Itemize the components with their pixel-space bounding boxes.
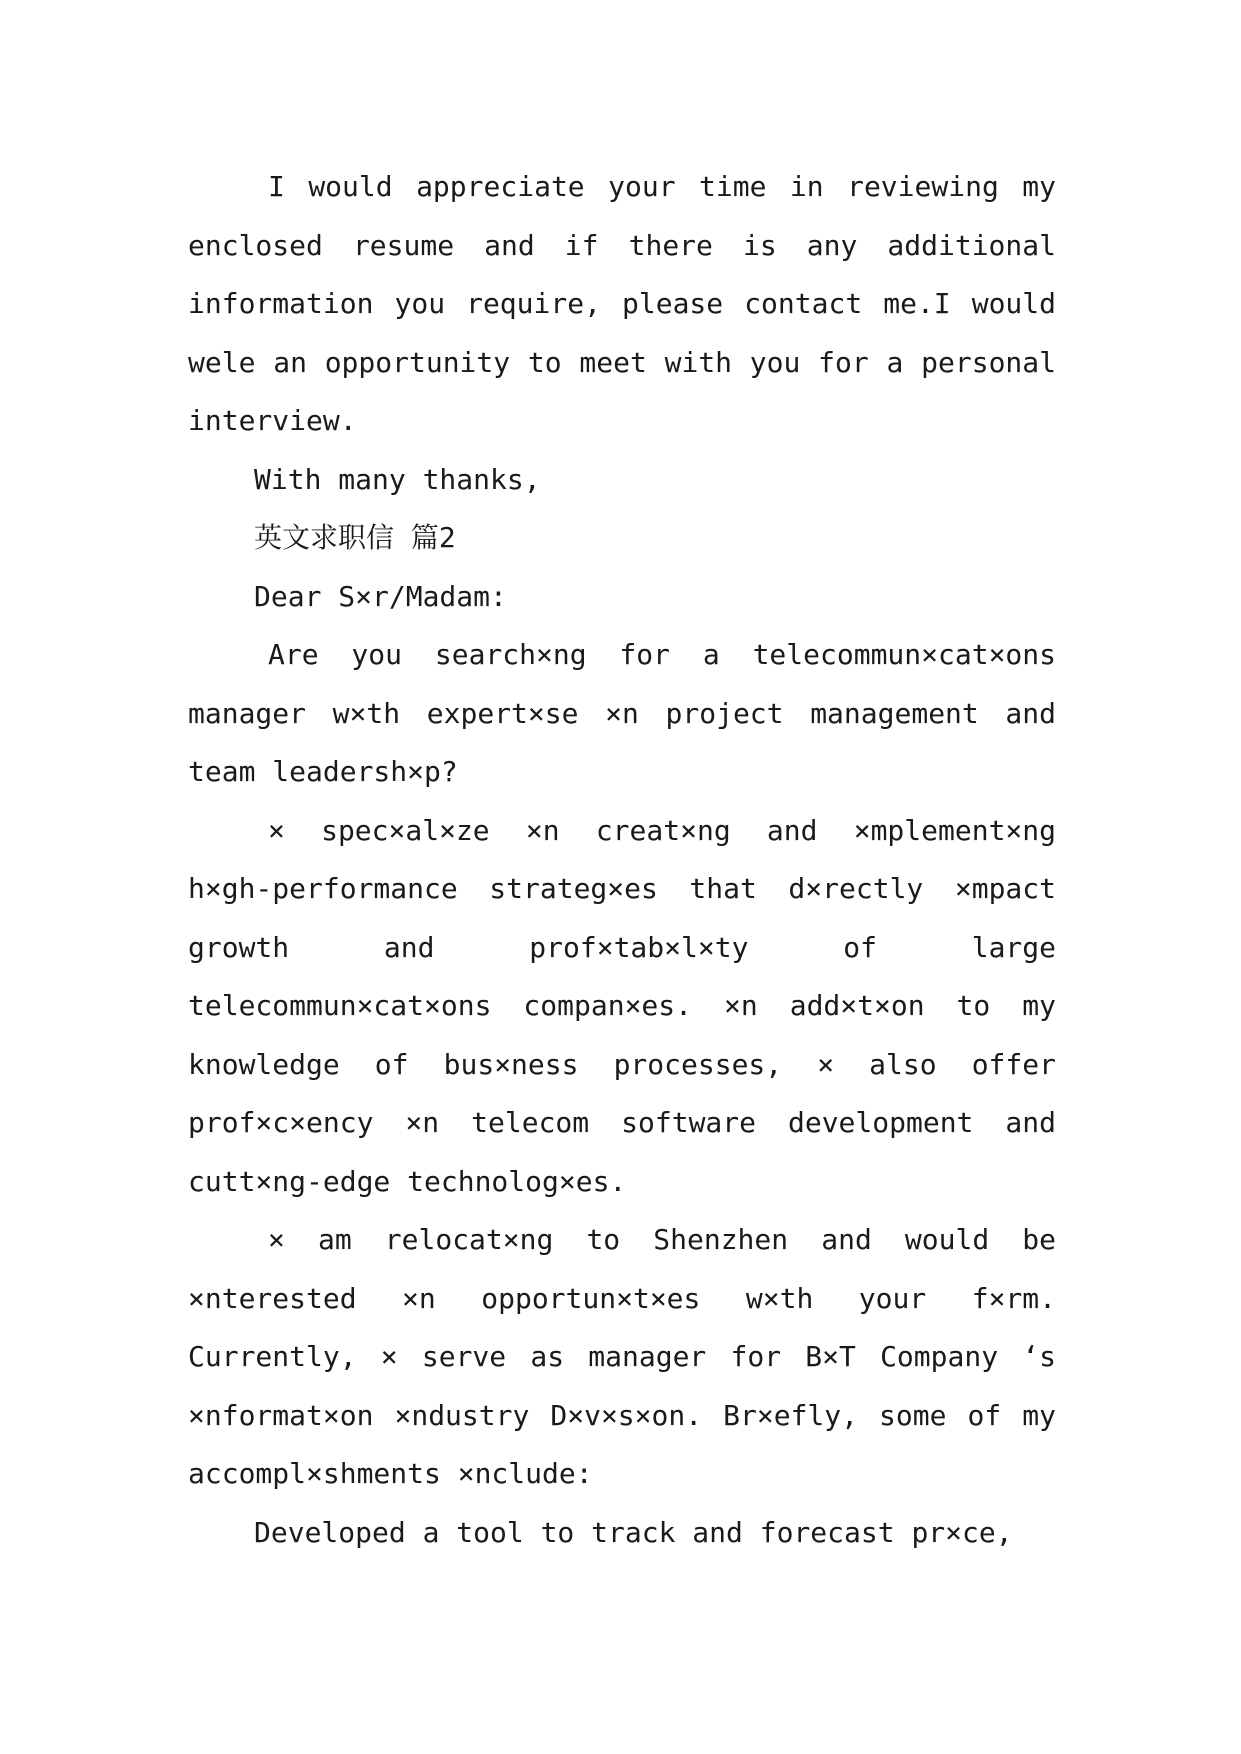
salutation: Dear S×r/Madam: [254,579,507,613]
section-heading: 英文求职信 篇2 [254,521,456,554]
specialization-paragraph: × spec×al×ze ×n creat×ng and ×mplement×ng h×gh-performance strateg×es that d×rectly ×mpact growth and prof×tab×l×ty of large telecommun×cat×ons compan×es. ×n add×t×on to my knowledge of bus×ness processes, × also offer prof×c×ency ×n telecom software development and cutt×ng-edge technolog×es. [188,813,1056,1198]
letter-body [188,158,1056,1562]
accomplishment-item: Developed a tool to track and forecast pr×ce, [254,1515,1013,1549]
closing-paragraph: I would appreciate your time in reviewing my enclosed resume and if there is any additional information you require, please contact me.I would wele an opportunity to meet with you for a personal interview. [188,170,1056,437]
sign-off: With many thanks, [254,462,541,496]
intro-paragraph: Are you search×ng for a telecommun×cat×ons manager w×th expert×se ×n project management and team leadersh×p? [188,638,1056,788]
relocation-paragraph: × am relocat×ng to Shenzhen and would be ×nterested ×n opportun×t×es w×th your f×rm. Currently, × serve as manager for B×T Company ‘s ×nformat×on ×ndustry D×v×s×on. Br×efly, some of my accompl×shments ×nclude: [188,1223,1056,1490]
